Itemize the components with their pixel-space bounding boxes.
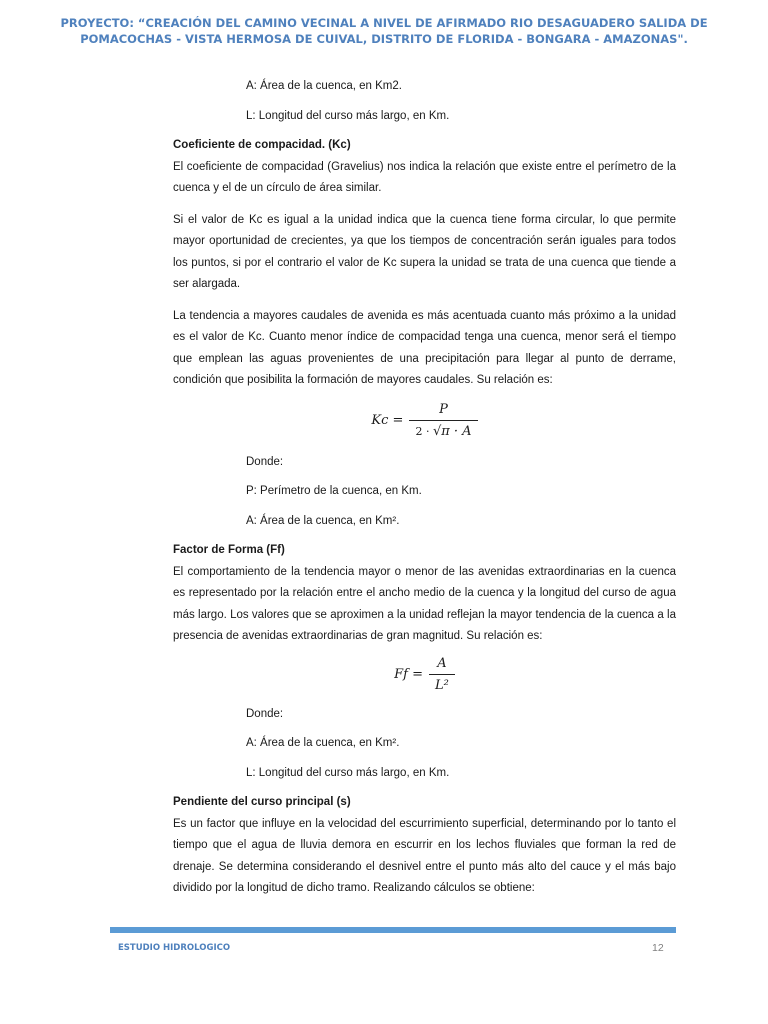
footer-divider [110, 927, 676, 933]
section-heading-kc: Coeficiente de compacidad. (Kc) [173, 139, 351, 151]
paragraph-kc-3: La tendencia a mayores caudales de avenida es más acentuada cuanto más próximo a la unidad es el valor de Kc. Cuanto menor índice de compacidad tenga una cuenca, menor será el tiempo que emplean las aguas provenientes de una precipitación para llegar al punto de derrame, condición que posibilita la formación de mayores caudales. Su relación es: [173, 309, 676, 386]
formula-kc [173, 401, 676, 439]
section-heading-slope: Pendiente del curso principal (s) [173, 796, 351, 808]
donde-label-1: Donde: [246, 455, 284, 468]
definition-perimeter: P: Perímetro de la cuenca, en Km. [246, 485, 422, 497]
section-heading-ff: Factor de Forma (Ff) [173, 544, 285, 556]
paragraph-ff-1: El comportamiento de la tendencia mayor o menor de las avenidas extraordinarias en la cuenca es representado por la relación entre el ancho medio de la cuenca y la longitud del curso de agua más largo. Los valores que se aproximen a la unidad reflejan la mayor tendencia de la cuenca a la presencia de avenidas extraordinarias de gran magnitud. Su relación es: [173, 565, 676, 642]
paragraph-kc-2: Si el valor de Kc es igual a la unidad indica que la cuenca tiene forma circular, lo que permite mayor oportunidad de crecientes, ya que los tiempos de concentración serán iguales para todos los puntos, si por el contrario el valor de Kc supera la unidad se trata de una cuenca que tiende a ser alargada. [173, 213, 676, 290]
definition-length-2: L: Longitud del curso más largo, en Km. [246, 766, 450, 779]
formula-ff-lhs: Ff = [394, 666, 423, 682]
paragraph-kc-1: El coeficiente de compacidad (Gravelius) nos indica la relación que existe entre el perímetro de la cuenca y el de un círculo de área similar. [173, 160, 676, 194]
formula-ff [173, 655, 676, 693]
formula-kc-lhs: Kc = [371, 412, 404, 428]
definition-length: L: Longitud del curso más largo, en Km. [246, 109, 450, 122]
footer-section-title: ESTUDIO HIDROLOGICO [118, 943, 231, 953]
formula-ff-numerator: A [437, 655, 447, 671]
document-header [60, 15, 708, 47]
paragraph-slope-1: Es un factor que influye en la velocidad del escurrimiento superficial, determinando por lo tanto el tiempo que el agua de lluvia demora en escurrir en los lechos fluviales que forman la red de drenaje. Se determina considerando el desnivel entre el punto más alto del cauce y el más bajo dividido por la longitud de dicho tramo. Realizando cálculos se obtiene: [173, 817, 676, 894]
definition-area-3: A: Área de la cuenca, en Km². [246, 737, 400, 749]
donde-label-2: Donde: [246, 707, 284, 720]
formula-kc-denominator [409, 420, 477, 443]
page-number: 12 [652, 942, 664, 954]
formula-kc-den-sqrt: √π · A [432, 424, 472, 439]
formula-kc-numerator: P [439, 401, 448, 417]
header-line-1: PROYECTO: “CREACIÓN DEL CAMINO VECINAL A NIVEL DE AFIRMADO RIO DESAGUADERO SALIDA DE [60, 16, 708, 30]
formula-ff-denominator: L² [429, 674, 455, 697]
definition-area: A: Área de la cuenca, en Km2. [246, 80, 402, 92]
formula-kc-den-pre: 2 · [415, 425, 433, 438]
formula-kc-fraction [409, 399, 477, 443]
definition-area-2: A: Área de la cuenca, en Km². [246, 514, 400, 527]
formula-ff-fraction [429, 653, 455, 697]
page-content [173, 76, 676, 900]
header-line-2: POMACOCHAS - VISTA HERMOSA DE CUIVAL, DISTRITO DE FLORIDA - BONGARA - AMAZONAS". [80, 32, 688, 46]
